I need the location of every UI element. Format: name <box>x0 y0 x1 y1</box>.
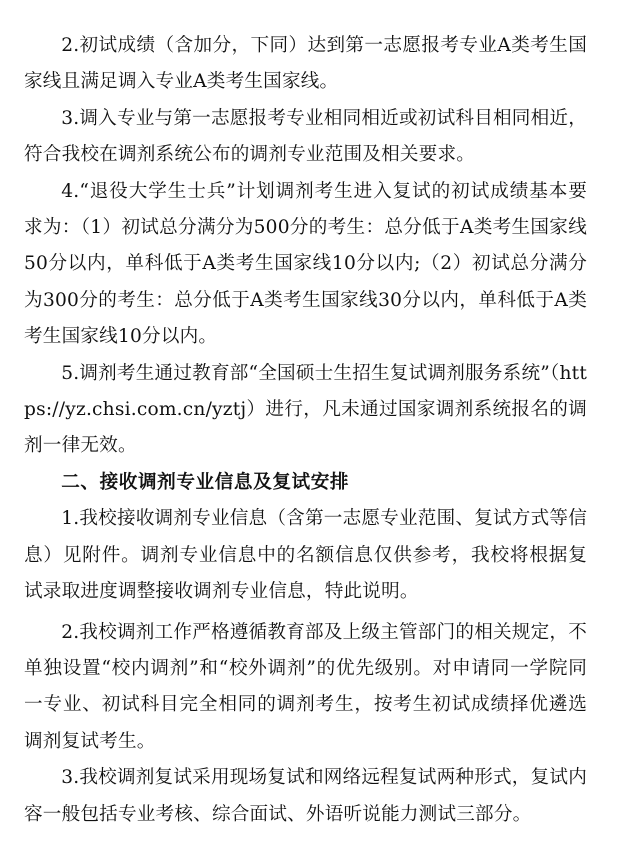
paragraph-item-3: 3.调入专业与第一志愿报考专业相同相近或初试科目相同相近，符合我校在调剂系统公布的调剂专业范围及相关要求。 <box>24 107 587 166</box>
paragraph-section2-item-2: 2.我校调剂工作严格遵循教育部及上级主管部门的相关规定，不单独设置“校内调剂”和“校外调剂”的优先级别。对申请同一学院同一专业、初试科目完全相同的调剂考生，按考生初试成绩择优遴选调剂复试考生。 <box>24 621 587 752</box>
paragraph-section2-item-1: 1.我校接收调剂专业信息（含第一志愿专业范围、复试方式等信息）见附件。调剂专业信息中的名额信息仅供参考，我校将根据复试录取进度调整接收调剂专业信息，特此说明。 <box>24 508 587 603</box>
paragraph-section2-item-3: 3.我校调剂复试采用现场复试和网络远程复试两种形式，复试内容一般包括专业考核、综合面试、外语听说能力测试三部分。 <box>24 767 587 825</box>
section-heading: 二、接收调剂专业信息及复试安排 <box>61 471 350 493</box>
paragraph-item-4: 4.“退役大学生士兵”计划调剂考生进入复试的初试成绩基本要求为：（1）初试总分满分为500分的考生：总分低于A类考生国家线50分以内，单科低于A类考生国家线10分以内;（2）初试总分满分为300分的考生：总分低于A类考生国家线30分以内，单科低于A类考生国家线10分以内。 <box>24 180 587 348</box>
paragraph-item-5: 5.调剂考生通过教育部“全国硕士生招生复试调剂服务系统”（https://yz.chsi.com.cn/yztj）进行，凡未通过国家调剂系统报名的调剂一律无效。 <box>24 362 587 457</box>
paragraph-item-2: 2.初试成绩（含加分，下同）达到第一志愿报考专业A类考生国家线且满足调入专业A类考生国家线。 <box>24 35 587 93</box>
